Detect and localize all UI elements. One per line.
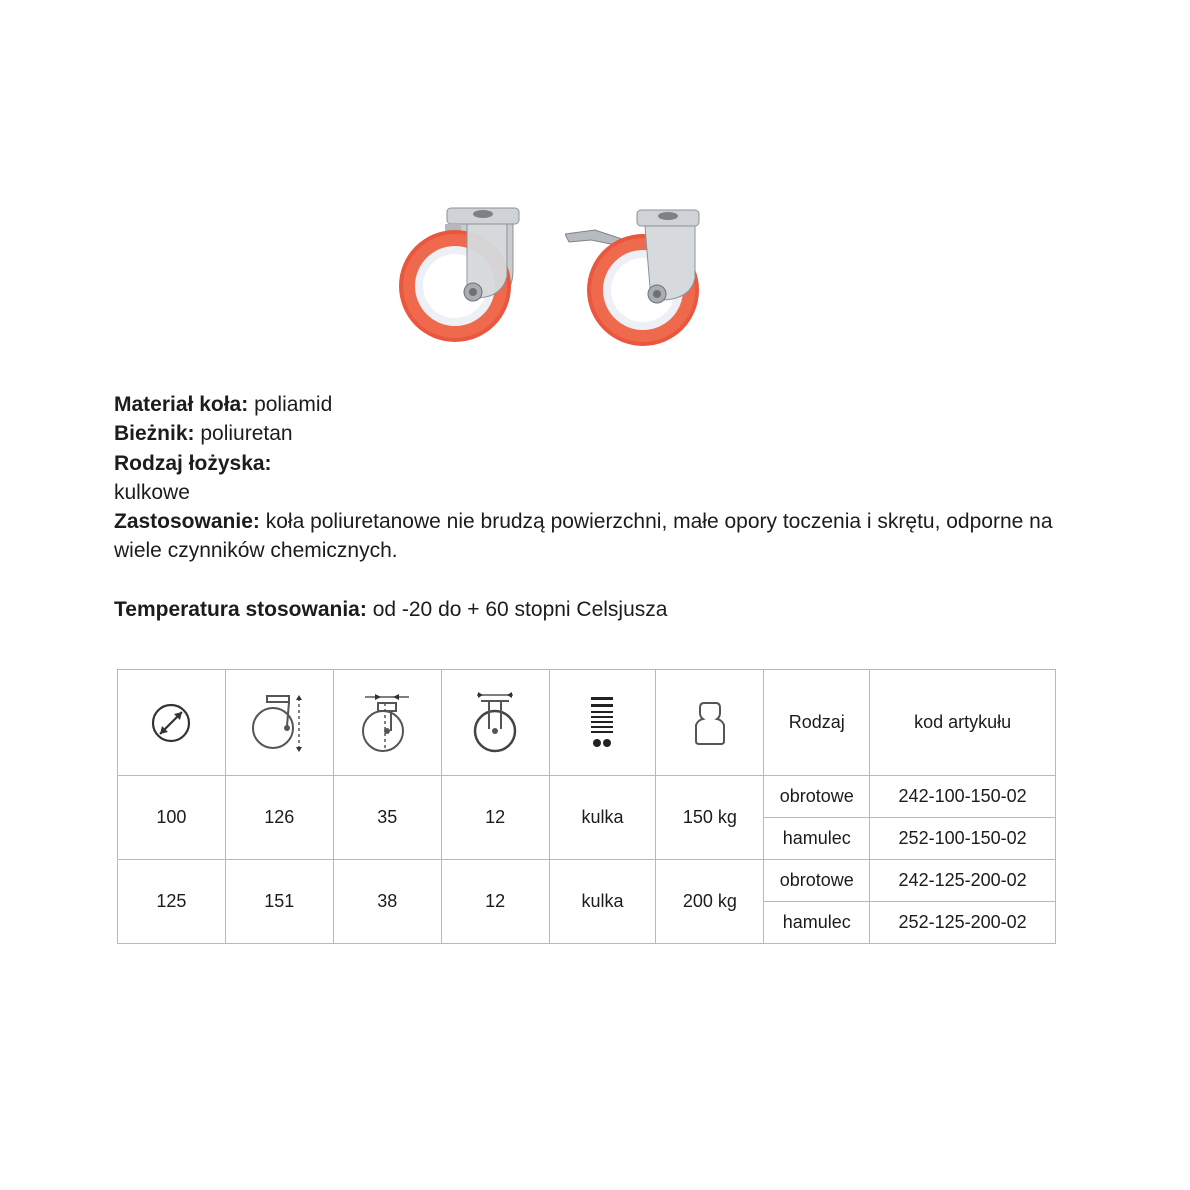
height-cell: 151 [225, 860, 333, 944]
product-images [395, 200, 715, 350]
table-header-row [118, 670, 1056, 776]
axle-cell: 12 [441, 776, 549, 860]
diameter-cell: 100 [118, 776, 226, 860]
bearing-type-icon [549, 670, 656, 776]
table-row [118, 860, 1056, 902]
tread-line: Bieżnik: poliuretan [114, 422, 293, 446]
load-cell: 200 kg [656, 860, 764, 944]
type-cell: obrotowe [764, 860, 870, 902]
width-icon [333, 670, 441, 776]
bearing-cell: kulka [549, 776, 656, 860]
usage-line: Zastosowanie: koła poliuretanowe nie brudzą powierzchni, małe opory toczenia i skrętu, odporne na wiele czynników chemicznych. [114, 510, 1053, 563]
load-cell: 150 kg [656, 776, 764, 860]
width-cell: 35 [333, 776, 441, 860]
type-header: Rodzaj [764, 670, 870, 776]
code-cell: 252-100-150-02 [870, 818, 1056, 860]
axle-icon [441, 670, 549, 776]
axle-cell: 12 [441, 860, 549, 944]
bearing-value: kulkowe [114, 480, 190, 504]
type-cell: hamulec [764, 818, 870, 860]
type-cell: obrotowe [764, 776, 870, 818]
code-cell: 252-125-200-02 [870, 902, 1056, 944]
table-row [118, 776, 1056, 818]
bearing-line: Rodzaj łożyska: [114, 451, 272, 475]
temperature-line: Temperatura stosowania: od -20 do + 60 stopni Celsjusza [114, 597, 668, 621]
code-header: kod artykułu [870, 670, 1056, 776]
code-cell: 242-100-150-02 [870, 776, 1056, 818]
material-line: Materiał koła: poliamid [114, 393, 333, 416]
width-cell: 38 [333, 860, 441, 944]
height-icon [225, 670, 333, 776]
type-cell: hamulec [764, 902, 870, 944]
diameter-cell: 125 [118, 860, 226, 944]
code-cell: 242-125-200-02 [870, 860, 1056, 902]
load-capacity-icon [656, 670, 764, 776]
bearing-cell: kulka [549, 860, 656, 944]
brake-castor-image [565, 200, 715, 350]
height-cell: 126 [225, 776, 333, 860]
swivel-castor-image [395, 200, 535, 350]
diameter-icon [118, 670, 226, 776]
spec-table [117, 669, 1056, 944]
product-specs [114, 390, 1104, 624]
